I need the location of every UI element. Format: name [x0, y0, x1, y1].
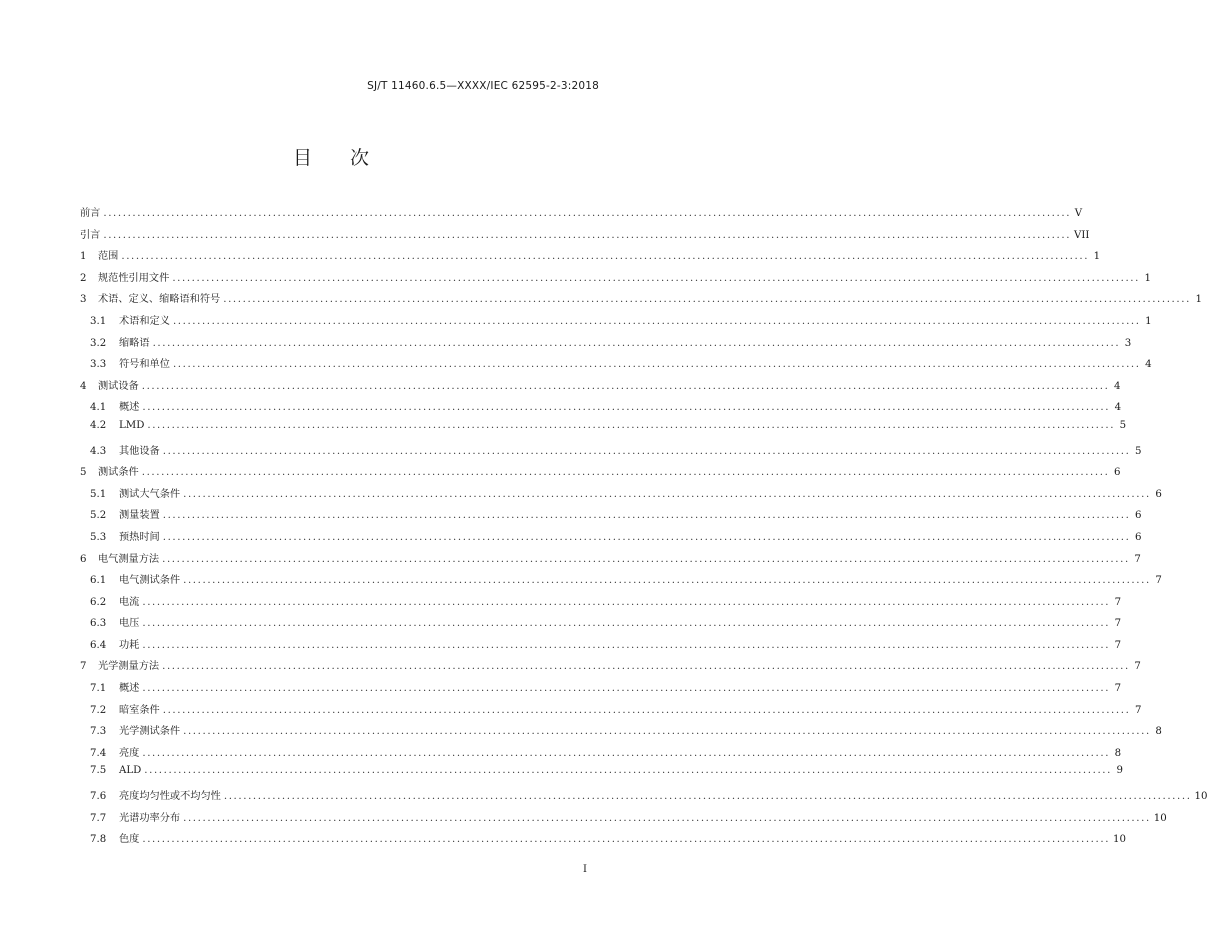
toc-entry[interactable]: [80, 679, 1122, 701]
toc-entry-number: 7.1: [90, 683, 107, 695]
toc-entry-number: 5.1: [90, 488, 107, 500]
toc-entry[interactable]: [80, 312, 1152, 334]
toc-entry-page: 7: [1134, 553, 1141, 565]
toc-entry[interactable]: [80, 722, 1162, 744]
toc-entry-page: 10: [1153, 812, 1167, 824]
toc-entry[interactable]: [80, 614, 1122, 636]
toc-entry-page: 10: [1194, 791, 1208, 803]
toc-dot-leader: ........................................................................................................................................................................................................: [162, 704, 1131, 716]
toc-entry-label: 概述: [119, 683, 140, 695]
toc-entry-page: 6: [1134, 531, 1142, 543]
toc-entry[interactable]: [80, 485, 1162, 507]
toc-entry-label: 电气测试条件: [119, 575, 181, 587]
page-number: I: [583, 864, 587, 875]
toc-dot-leader: ........................................................................................................................................................................................................: [144, 765, 1112, 777]
toc-entry-page: 8: [1155, 726, 1162, 738]
toc-entry-page: 7: [1114, 596, 1122, 608]
toc-entry-page: 5: [1134, 445, 1142, 457]
toc-dot-leader: ........................................................................................................................................................................................................: [142, 834, 1111, 846]
toc-entry-page: 6: [1113, 467, 1121, 479]
toc-entry[interactable]: [80, 247, 1101, 269]
toc-entry-number: 3: [80, 294, 87, 306]
toc-entry-page: 7: [1155, 575, 1162, 587]
toc-entry-number: 7.3: [90, 726, 107, 738]
toc-dot-leader: ........................................................................................................................................................................................................: [183, 488, 1151, 500]
toc-entry-page: 1: [1144, 272, 1151, 284]
toc-entry-page: 5: [1119, 419, 1127, 431]
toc-entry-page: 10: [1113, 834, 1127, 846]
toc-entry[interactable]: [80, 463, 1121, 485]
toc-entry-page: 8: [1114, 747, 1122, 759]
toc-entry-label: 测试大气条件: [119, 488, 181, 500]
toc-entry[interactable]: [80, 701, 1142, 723]
title-char-1: 目: [292, 147, 312, 169]
toc-dot-leader: ........................................................................................................................................................................................................: [142, 683, 1111, 695]
toc-entry[interactable]: [80, 657, 1141, 679]
toc-entry-number: 5.3: [90, 531, 107, 543]
toc-dot-leader: ........................................................................................................................................................................................................: [141, 380, 1110, 392]
toc-entry-label: 缩略语: [119, 337, 150, 349]
toc-entry-label: 术语和定义: [119, 315, 170, 327]
toc-dot-leader: ........................................................................................................................................................................................................: [162, 445, 1131, 457]
toc-entry[interactable]: [80, 593, 1122, 615]
toc-entry[interactable]: [80, 442, 1142, 464]
toc-entry-page: VII: [1074, 229, 1090, 241]
toc-entry-label: ALD: [119, 765, 142, 777]
toc-entry-label: 光谱功率分布: [119, 812, 181, 824]
toc-dot-leader: ........................................................................................................................................................................................................: [162, 531, 1131, 543]
toc-entry[interactable]: [80, 528, 1142, 550]
toc-entry[interactable]: [80, 419, 1127, 442]
toc-entry[interactable]: [80, 269, 1151, 291]
toc-dot-leader: ........................................................................................................................................................................................................: [162, 553, 1130, 565]
toc-dot-leader: ........................................................................................................................................................................................................: [152, 337, 1121, 349]
document-id-header: SJ/T 11460.6.5—XXXX/IEC 62595-2-3:2018: [367, 80, 599, 92]
toc-entry[interactable]: [80, 355, 1152, 377]
toc-entry-label: 前言: [80, 208, 101, 219]
toc-entry-label: 电压: [119, 618, 140, 630]
toc-dot-leader: ........................................................................................................................................................................................................: [223, 294, 1191, 306]
toc-entry[interactable]: [80, 765, 1123, 787]
toc-entry-number: 3.1: [90, 315, 107, 327]
toc-entry-page: 7: [1134, 704, 1142, 716]
toc-entry-number: 1: [80, 251, 87, 263]
toc-entry-page: 4: [1114, 402, 1122, 414]
toc-entry[interactable]: [80, 809, 1167, 831]
toc-entry-page: 9: [1116, 765, 1123, 777]
toc-entry-number: 5: [80, 467, 87, 479]
toc-entry[interactable]: [80, 334, 1132, 356]
toc-entry-number: 3.2: [90, 337, 107, 349]
toc-entry-number: 4.3: [90, 445, 107, 457]
toc-dot-leader: ........................................................................................................................................................................................................: [223, 791, 1192, 803]
toc-entry-page: 7: [1114, 683, 1122, 695]
toc-entry-number: 7: [80, 661, 87, 673]
table-of-contents: [80, 204, 1208, 852]
toc-entry-label: 范围: [98, 251, 119, 263]
toc-entry-label: 测量装置: [119, 510, 160, 522]
toc-entry-page: 3: [1124, 337, 1132, 349]
toc-entry-number: 4.2: [90, 419, 107, 431]
toc-entry-label: 引言: [80, 229, 101, 241]
toc-entry-label: 亮度均匀性或不均匀性: [119, 791, 221, 803]
toc-entry-page: 7: [1134, 661, 1141, 673]
toc-entry-label: 色度: [119, 834, 140, 846]
toc-entry-page: 7: [1114, 618, 1122, 630]
toc-entry-number: 7.8: [90, 834, 107, 846]
toc-dot-leader: ........................................................................................................................................................................................................: [147, 419, 1116, 431]
toc-entry-label: 测试条件: [98, 467, 139, 479]
toc-dot-leader: ........................................................................................................................................................................................................: [142, 618, 1111, 630]
toc-entry-page: 4: [1145, 359, 1152, 371]
toc-dot-leader: ........................................................................................................................................................................................................: [103, 208, 1072, 219]
toc-entry[interactable]: [80, 377, 1121, 399]
toc-entry-label: 亮度: [119, 747, 140, 759]
toc-entry-page: V: [1074, 208, 1083, 219]
toc-entry-label: 术语、定义、缩略语和符号: [98, 294, 221, 306]
toc-entry-label: 电气测量方法: [98, 553, 160, 565]
toc-entry[interactable]: [80, 744, 1122, 766]
toc-entry-number: 7.5: [90, 765, 107, 777]
toc-entry-number: 7.2: [90, 704, 107, 716]
toc-entry-number: 6.1: [90, 575, 107, 587]
toc-dot-leader: ........................................................................................................................................................................................................: [183, 812, 1151, 824]
toc-entry-label: 功耗: [119, 639, 140, 651]
toc-entry[interactable]: [80, 226, 1090, 248]
toc-entry[interactable]: [80, 398, 1122, 420]
toc-entry-label: 电流: [119, 596, 140, 608]
toc-entry[interactable]: [80, 204, 1083, 226]
toc-dot-leader: ........................................................................................................................................................................................................: [162, 661, 1130, 673]
toc-dot-leader: ........................................................................................................................................................................................................: [142, 639, 1111, 651]
toc-dot-leader: ........................................................................................................................................................................................................: [162, 510, 1131, 522]
toc-dot-leader: ........................................................................................................................................................................................................: [172, 272, 1140, 284]
toc-entry-number: 6.3: [90, 618, 107, 630]
toc-entry-number: 5.2: [90, 510, 107, 522]
toc-dot-leader: ........................................................................................................................................................................................................: [183, 726, 1151, 738]
toc-entry[interactable]: [80, 571, 1162, 593]
toc-entry-number: 3.3: [90, 359, 107, 371]
toc-entry-page: 6: [1134, 510, 1142, 522]
title-char-2: 次: [350, 147, 370, 169]
toc-entry-number: 2: [80, 272, 87, 284]
toc-dot-leader: ........................................................................................................................................................................................................: [172, 359, 1141, 371]
toc-dot-leader: ........................................................................................................................................................................................................: [103, 229, 1072, 241]
toc-entry-page: 7: [1114, 639, 1122, 651]
toc-entry-number: 6: [80, 553, 87, 565]
toc-entry[interactable]: [80, 550, 1141, 572]
toc-entry-label: 预热时间: [119, 531, 160, 543]
toc-entry-label: 光学测量方法: [98, 661, 160, 673]
toc-dot-leader: ........................................................................................................................................................................................................: [142, 747, 1111, 759]
toc-entry-number: 7.7: [90, 812, 107, 824]
toc-entry-label: 规范性引用文件: [98, 272, 170, 284]
toc-dot-leader: ........................................................................................................................................................................................................: [121, 251, 1090, 263]
toc-dot-leader: ........................................................................................................................................................................................................: [142, 596, 1111, 608]
toc-entry[interactable]: [80, 830, 1127, 852]
toc-dot-leader: ........................................................................................................................................................................................................: [183, 575, 1151, 587]
toc-dot-leader: ........................................................................................................................................................................................................: [172, 315, 1141, 327]
toc-entry-label: 其他设备: [119, 445, 160, 457]
toc-entry-label: 光学测试条件: [119, 726, 181, 738]
toc-entry[interactable]: [80, 290, 1202, 312]
toc-entry-number: 7.6: [90, 791, 107, 803]
toc-entry[interactable]: [80, 506, 1142, 528]
toc-entry-page: 1: [1195, 294, 1202, 306]
toc-entry-number: 7.4: [90, 747, 107, 759]
toc-entry-label: 暗室条件: [119, 704, 160, 716]
toc-dot-leader: ........................................................................................................................................................................................................: [141, 467, 1110, 479]
toc-entry-page: 6: [1155, 488, 1162, 500]
toc-entry-page: 1: [1093, 251, 1101, 263]
toc-entry-label: 符号和单位: [119, 359, 170, 371]
page-title: [0, 143, 662, 170]
toc-entry-label: LMD: [119, 419, 145, 431]
toc-dot-leader: ........................................................................................................................................................................................................: [142, 402, 1111, 414]
toc-entry-number: 4.1: [90, 402, 107, 414]
toc-entry-label: 概述: [119, 402, 140, 414]
toc-entry-page: 4: [1113, 380, 1121, 392]
toc-entry-page: 1: [1145, 315, 1152, 327]
toc-entry[interactable]: [80, 636, 1122, 658]
toc-entry-number: 6.4: [90, 639, 107, 651]
toc-entry[interactable]: [80, 787, 1208, 809]
toc-entry-label: 测试设备: [98, 380, 139, 392]
toc-entry-number: 6.2: [90, 596, 107, 608]
toc-entry-number: 4: [80, 380, 87, 392]
